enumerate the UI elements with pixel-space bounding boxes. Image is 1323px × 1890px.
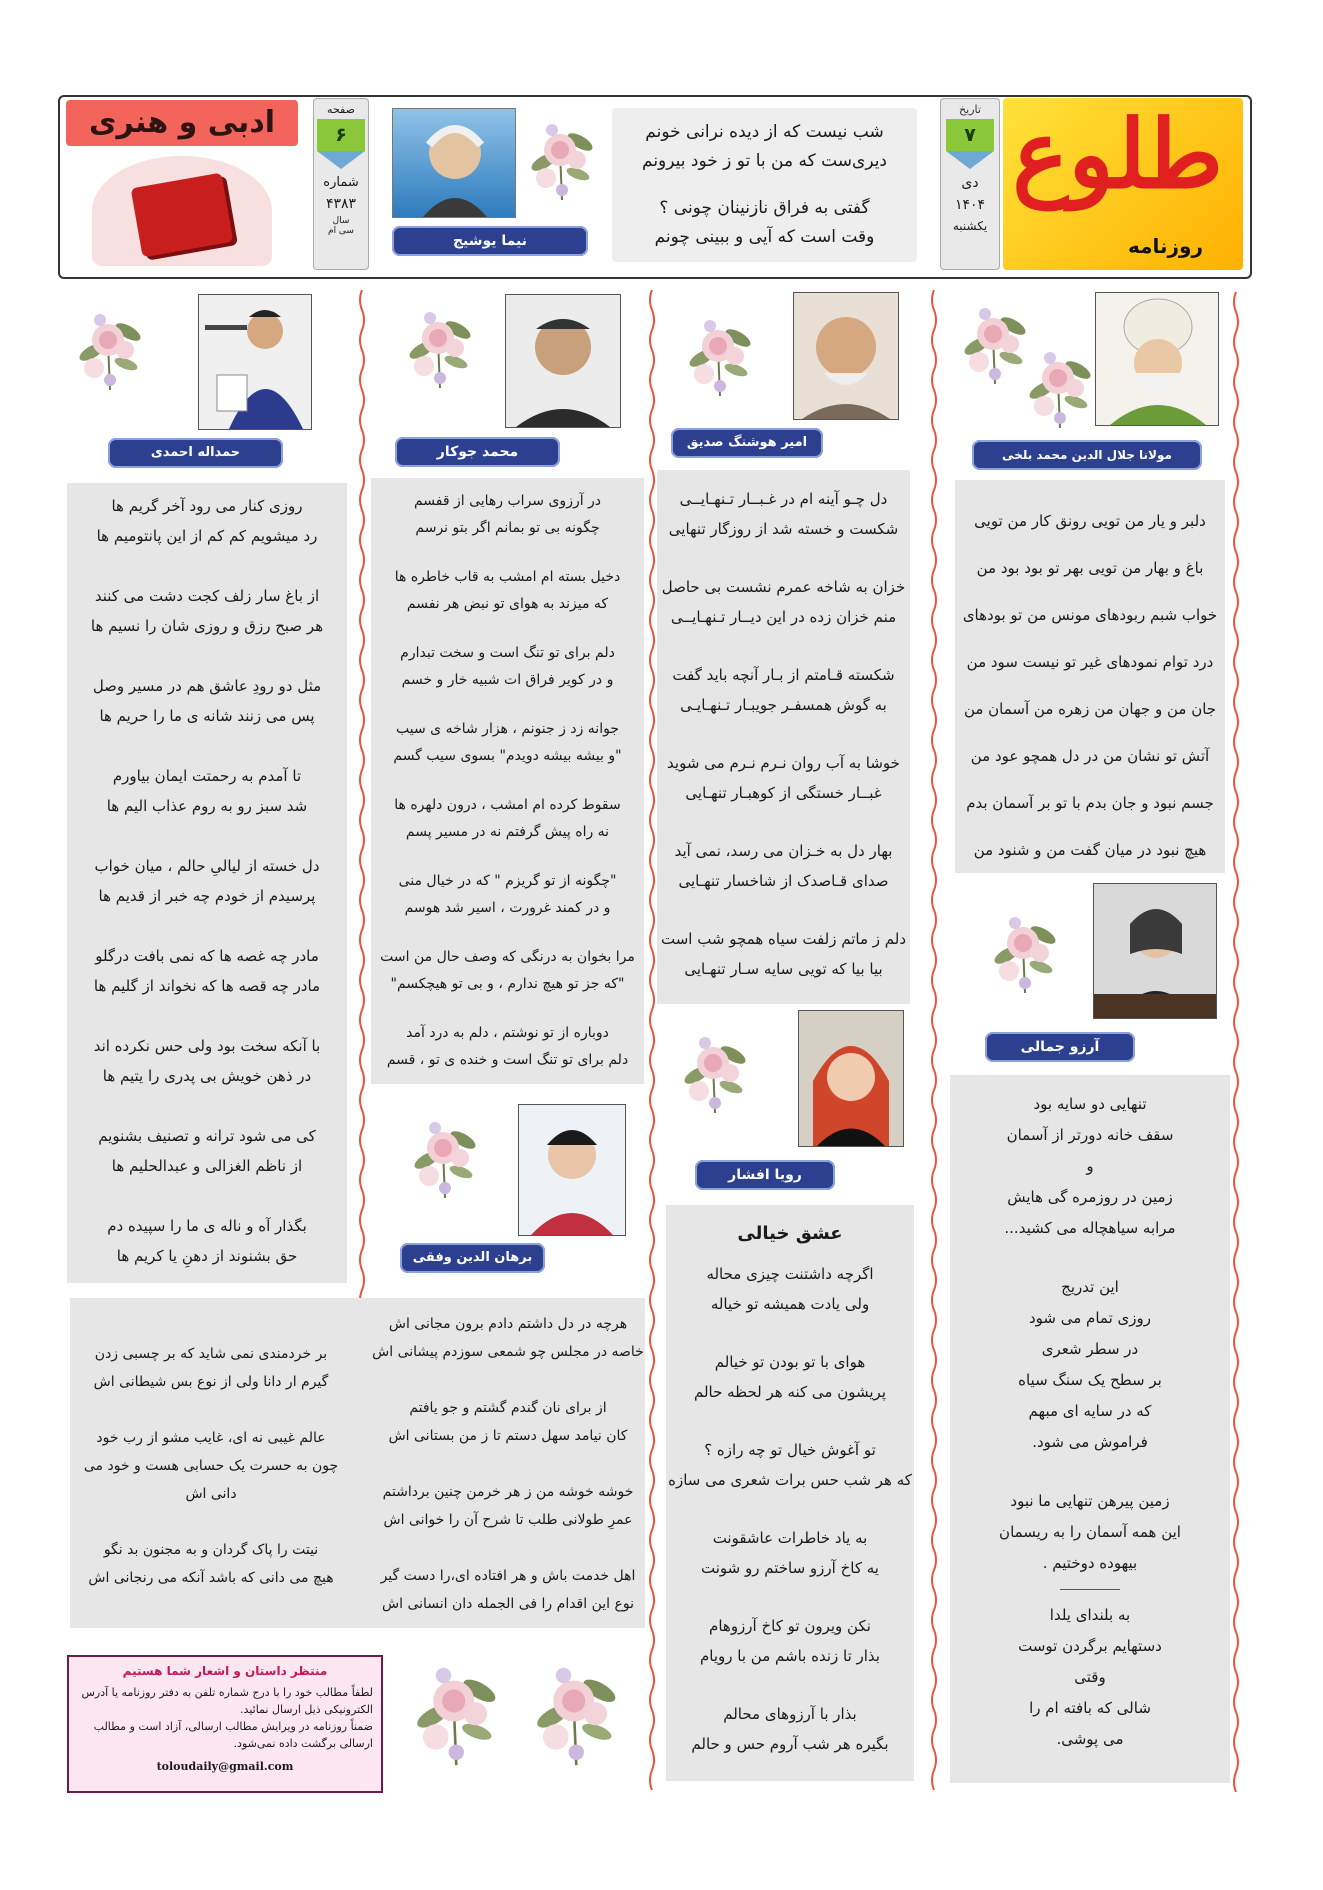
poem-line: و xyxy=(1086,1157,1094,1175)
poem-line: جوانه زد ز جنونم ، هزار شاخه ی سیب xyxy=(396,721,619,737)
poem-line: تا آمدم به رحمتت ایمان بیاورم xyxy=(112,767,302,785)
poem-line: عمرِ طولانی طلب تا شرح آن را خوانی اش xyxy=(383,1512,633,1528)
flower-decoration xyxy=(70,302,148,392)
poem-line: وقتی xyxy=(1074,1668,1106,1686)
poem-line: اهل خدمت باش و هر افتاده ای‌،را دست گیر xyxy=(380,1568,636,1584)
poem-line: کی می شود ترانه و تصنیف بشنویم xyxy=(98,1127,316,1145)
roya-portrait xyxy=(798,1010,904,1147)
poem-line: در ذهن خویش بی پدری را یتیم ها xyxy=(102,1067,312,1085)
amir-portrait xyxy=(793,292,899,420)
poem-line: از ناظم الغزالی و عبدالحلیم ها xyxy=(111,1157,303,1175)
poem-line: بذار تا زنده باشم من با رویام xyxy=(700,1647,880,1665)
poem-line: بگذار آه و ناله ی ما را سپیده دم xyxy=(107,1217,307,1235)
poem-line: مرا بخوان به درنگی که وصف حال من است xyxy=(380,949,635,965)
poem-line: چون به حسرت یک حسابی هست و خود می xyxy=(83,1458,339,1474)
flower-decoration xyxy=(1020,340,1098,430)
poem-line: صدای قـاصدک از شاخسار تنهـایی xyxy=(678,872,889,890)
poem-line: کان نیامد سهل دستم تا ز من بستانی اش xyxy=(388,1428,628,1444)
flower-decoration xyxy=(675,1025,753,1115)
poem-line: از باغ سار زلف کجت دشت می کنند xyxy=(94,587,320,605)
poem-line: این تدریج xyxy=(1061,1278,1119,1296)
quote-line: شب نیست که از دیده نرانی خونم xyxy=(645,122,884,142)
poem-line: منم خزان زده در این دیــار تـنهـایــی xyxy=(670,608,897,626)
arezoo-poem xyxy=(950,1075,1230,1783)
poem-line: به گوش همسفـر جویبـار تـنهـایـی xyxy=(680,696,887,714)
borhan-portrait xyxy=(518,1104,626,1236)
section-title: ادبی و هنری xyxy=(66,100,298,146)
poem-line: نیتت را پاک گردان و به مجنون بد نگو xyxy=(103,1542,319,1558)
date-box xyxy=(940,98,1000,270)
notice-body-2: ضمناً روزنامه در ویرایش مطالب ارسالی، آزاد است و مطالب ارسالی برگشت داده نمی‌شود. xyxy=(93,1720,373,1750)
ahmadi-poem xyxy=(67,483,347,1283)
poem-line: رد میشویم کم کم از این پانتومیم ها xyxy=(96,527,318,545)
poem-line: مادر چه قصه ها که نخواند از گلیم ها xyxy=(93,977,321,995)
molana-label: مولانا جلال الدین محمد بلخی xyxy=(972,440,1202,470)
ahmadi-portrait xyxy=(198,294,312,430)
page-label: صفحه xyxy=(327,103,355,116)
poem-line: شالی که بافته ام را xyxy=(1029,1699,1151,1717)
poem-line: می پوشی. xyxy=(1056,1730,1124,1748)
poem-line: نه راه پیش گرفتم نه در مسیر پسم xyxy=(405,824,610,840)
date-year: ۱۴۰۴ xyxy=(954,197,986,213)
poem-line: هرچه در دل داشتم دادم برون مجانی اش xyxy=(388,1316,628,1332)
poem-line: چگونه بی تو بمانم اگر بتو نرسم xyxy=(415,520,600,536)
flower-decoration xyxy=(405,1650,505,1770)
poem-line: مثل دو رودِ عاشق هم در مسیر وصل xyxy=(92,677,322,695)
poem-line: در سطر شعری xyxy=(1041,1340,1139,1358)
poem-line: خواب شبم ربودهای مونس من تو بودهای xyxy=(962,606,1218,624)
wavy-divider xyxy=(930,290,938,1790)
flower-decoration xyxy=(405,1110,483,1200)
poem-line: پرسیدم از خودم چه خبر از قدیم ها xyxy=(98,887,316,905)
poem-line: در آرزوی سراب رهایی از قفسم xyxy=(413,493,602,509)
quote-line: گفتی به فراق نازنینان چونی ؟ xyxy=(659,198,870,218)
molana-poem xyxy=(955,480,1225,873)
triangle-icon xyxy=(317,151,365,169)
amir-poem xyxy=(657,470,910,1004)
issue-label: شماره xyxy=(323,175,359,190)
poem-line: نکن ویرون تو کاخ آرزوهام xyxy=(709,1617,871,1635)
poem-line: جسم نبود و جان بدم با تو بر آسمان بدم xyxy=(966,794,1214,812)
poem-line: بر سطح یک سنگ سیاه xyxy=(1018,1371,1162,1389)
poem-line: غبــار خستگی از کوهبـار تنهـایی xyxy=(685,784,882,802)
roya-poem xyxy=(666,1205,914,1781)
divider xyxy=(1060,1589,1120,1590)
ahmadi-label: حمداله احمدی xyxy=(108,438,283,468)
poem-line: که هر شب حس برات شعری می سازه xyxy=(668,1471,912,1489)
poem-line: تنهایی دو سایه بود xyxy=(1033,1095,1147,1113)
poem-line: دلم برای تو تنگ است و خنده ی تو ، قسم xyxy=(386,1052,629,1068)
wavy-divider xyxy=(1232,292,1240,1792)
poem-line: بیهوده دوختیم . xyxy=(1042,1554,1138,1572)
logo[interactable] xyxy=(1003,98,1243,270)
poem-line: ولی یادت همیشه تو خیاله xyxy=(710,1295,870,1313)
poem-line: باغ و بهار من تویی بهر تو بود بود من xyxy=(976,559,1204,577)
poem-line: از برای نان گندم گشتم و جو یافتم xyxy=(409,1400,607,1416)
issue-number: ۴۳۸۳ xyxy=(325,196,357,212)
joukar-label: محمد جوکار xyxy=(395,437,560,467)
poem-line: به بلندای یلدا xyxy=(1049,1606,1131,1624)
date-month: دی xyxy=(961,175,979,191)
year-value: سی ام xyxy=(328,226,354,236)
borhan-poem-left xyxy=(80,1340,342,1592)
arezoo-portrait xyxy=(1093,883,1217,1019)
flower-decoration xyxy=(680,308,758,398)
poem-line: تو آغوش خیال تو چه رازه ؟ xyxy=(704,1441,876,1459)
poem-line: "و بیشه بیشه دویدم" بسوی سیب گسم xyxy=(393,748,622,764)
header-quote xyxy=(612,108,917,262)
poem-title: عشق خیالی xyxy=(737,1223,843,1244)
logo-subtitle: روزنامه xyxy=(1128,234,1203,258)
poem-line: مادر چه غصه ها که نمی بافت درگلو xyxy=(95,947,319,965)
poem-line: حق بشنوند از دهنِ یا کریم ها xyxy=(116,1247,298,1265)
flower-decoration xyxy=(525,1650,625,1770)
poem-line: خزان به شاخه عمرم نشست بی حاصل xyxy=(661,578,906,596)
poem-line: خوشا به آب روان نـرم نـرم می شوید xyxy=(667,754,900,772)
flower-decoration xyxy=(400,300,478,390)
quote-line: وقت است که آیی و ببینی چونم xyxy=(654,227,875,247)
logo-title: طلوع xyxy=(1012,100,1223,210)
date-day: ۷ xyxy=(946,119,994,151)
poem-line: روزی کنار می رود آخر گریم ها xyxy=(111,497,303,515)
poem-line: هیچ نبود در میان گفت من و شنود من xyxy=(973,841,1207,859)
poem-line: هیچ می دانی که باشد آنکه می رنجانی اش xyxy=(88,1570,334,1586)
poem-line: که میزند به هوای تو نبض هر نفسم xyxy=(406,596,609,612)
poem-line: مرابه سیاهچاله می کشید... xyxy=(1004,1219,1176,1237)
section-badge xyxy=(62,98,302,268)
poem-line: عالم غیبی نه ای، غایب مشو از رب خود xyxy=(96,1430,326,1446)
nima-portrait xyxy=(392,108,516,218)
page-number: ۶ xyxy=(317,119,365,151)
poem-line: دلم برای تو تنگ است و سخت تبدارم xyxy=(400,645,615,661)
poem-line: دل خسته از لیالیِ حالم ، میان خواب xyxy=(94,857,320,875)
poem-line: سقوط کرده ام امشب ، درون دلهره ها xyxy=(394,797,621,813)
submission-notice xyxy=(67,1655,383,1793)
poem-line: اگرچه داشتنت چیزی محاله xyxy=(706,1265,874,1283)
poem-line: آتش تو نشان من در دل همچو عود من xyxy=(970,747,1210,765)
poem-line: پس می زنند شانه ی ما را حریم ها xyxy=(99,707,315,725)
poem-line: زمین پیرهن تنهایی ما نبود xyxy=(1010,1492,1170,1510)
poem-line: "که جز تو هیچ ندارم ، و بی تو هیچکسم" xyxy=(390,976,625,992)
poem-line: که در سایه ای مبهم xyxy=(1028,1402,1152,1420)
poem-line: بر خردمندی نمی شاید که بر چسبی زدن xyxy=(94,1346,328,1362)
poem-line: با آنکه سخت بود ولی حس نکرده اند xyxy=(93,1037,321,1055)
poem-line: بگیره هر شب آروم حس و حالم xyxy=(691,1735,889,1753)
wavy-divider xyxy=(358,290,366,1310)
poem-line: شکست و خسته شد از روزگار تنهایی xyxy=(668,520,899,538)
poem-line: خاصه در مجلس چو شمعی سوزدم پیشانی اش xyxy=(372,1344,644,1360)
roya-label: رویا افشار xyxy=(695,1160,835,1190)
poem-line: شکسته قـامتم از بـار آنچه باید گفت xyxy=(672,666,895,684)
poem-line: سقف خانه دورتر از آسمان xyxy=(1006,1126,1174,1144)
poem-line: نوع این اقدام را فی الجمله دان انسانی اش xyxy=(382,1596,634,1612)
poem-line: دانی اش xyxy=(185,1486,237,1502)
flower-decoration xyxy=(522,112,600,202)
poem-line: به یاد خاطرات عاشقونت xyxy=(712,1529,868,1547)
borhan-label: برهان الدین وفقی xyxy=(400,1243,545,1273)
poem-line: شد سبز رو به روم عذاب الیم ها xyxy=(106,797,308,815)
poem-line: هوای با تو بودن تو خیالم xyxy=(714,1353,866,1371)
amir-label: امیر هوشنگ صدیق xyxy=(671,428,823,458)
poem-line: یه کاخ آرزو ساختم رو شونت xyxy=(701,1559,879,1577)
poem-line: خوشه خوشه من ز هر خرمن چنین برداشتم xyxy=(382,1484,634,1500)
arezoo-label: آرزو جمالی xyxy=(985,1032,1135,1062)
joukar-poem xyxy=(371,478,644,1084)
poem-line: روزی تمام می شود xyxy=(1028,1309,1151,1327)
book-icon xyxy=(92,156,272,266)
notice-email[interactable]: toloudaily@gmail.com xyxy=(156,1760,294,1773)
poem-line: بهار دل به خـزان می رسد، نمی آید xyxy=(674,842,893,860)
poem-line: گیرم ار دانا ولی از نوع بس شیطانی اش xyxy=(93,1374,329,1390)
notice-title: منتظر داستان و اشعار شما هستیم xyxy=(122,1664,328,1678)
notice-body: لطفاً مطالب خود را با درج شماره تلفن به دفتر روزنامه یا آدرس الکترونیکی ذیل ارسال نمائید. xyxy=(81,1686,373,1716)
molana-portrait xyxy=(1095,292,1219,426)
poem-line: و در کمند غرورت ، اسیر شد هوسم xyxy=(404,900,611,916)
page-box xyxy=(313,98,369,270)
poem-line: پریشون می کنه هر لحظه حالم xyxy=(693,1383,887,1401)
date-label: تاریخ xyxy=(959,103,981,116)
poem-line: دوباره از تو نوشتم ، دلم به درد آمد xyxy=(406,1025,609,1041)
year-label: سال xyxy=(332,216,350,226)
poem-line: فراموش می شود. xyxy=(1032,1433,1148,1451)
poem-line: دل چـو آینه ام در غـبــار تـنهـایــی xyxy=(679,490,888,508)
poem-line: دخیل بسته ام امشب به قاب خاطره ها xyxy=(394,569,621,585)
poem-line: دلم ز ماتم زلفت سیاه همچو شب است xyxy=(660,930,907,948)
poem-line: هر صبح رزق و روزی شان را نسیم ها xyxy=(90,617,324,635)
joukar-portrait xyxy=(505,294,621,428)
poem-line: این همه آسمان را به ریسمان xyxy=(999,1523,1181,1541)
poem-line: دستهایم برگردن توست xyxy=(1018,1637,1162,1655)
borhan-poem-right xyxy=(372,1310,644,1618)
poem-line: درد توام نمودهای غیر تو نیست سود من xyxy=(966,653,1214,671)
poem-line: بذار با آرزوهای محالم xyxy=(723,1705,857,1723)
triangle-icon xyxy=(946,151,994,169)
poem-line: زمین در روزمره گی هایش xyxy=(1007,1188,1173,1206)
poem-line: دلبر و یار من تویی رونق کار من تویی xyxy=(974,512,1206,530)
poem-line: جان من و جهان من زهره من آسمان من xyxy=(963,700,1217,718)
quote-line: دیری‌ست که من با تو ز خود بیرونم xyxy=(642,151,887,171)
poem-line: "چگونه از تو گریزم " که در خیال منی xyxy=(398,873,617,889)
nima-label: نیما یوشیج xyxy=(392,226,588,256)
wavy-divider xyxy=(648,290,656,1790)
date-weekday: یکشنبه xyxy=(952,219,988,233)
flower-decoration xyxy=(985,905,1063,995)
poem-line: و در کویر فراق ات شبیه خار و خسم xyxy=(401,672,614,688)
poem-line: بیا بیا که تویی سایه سـار تنهـایی xyxy=(684,960,883,978)
